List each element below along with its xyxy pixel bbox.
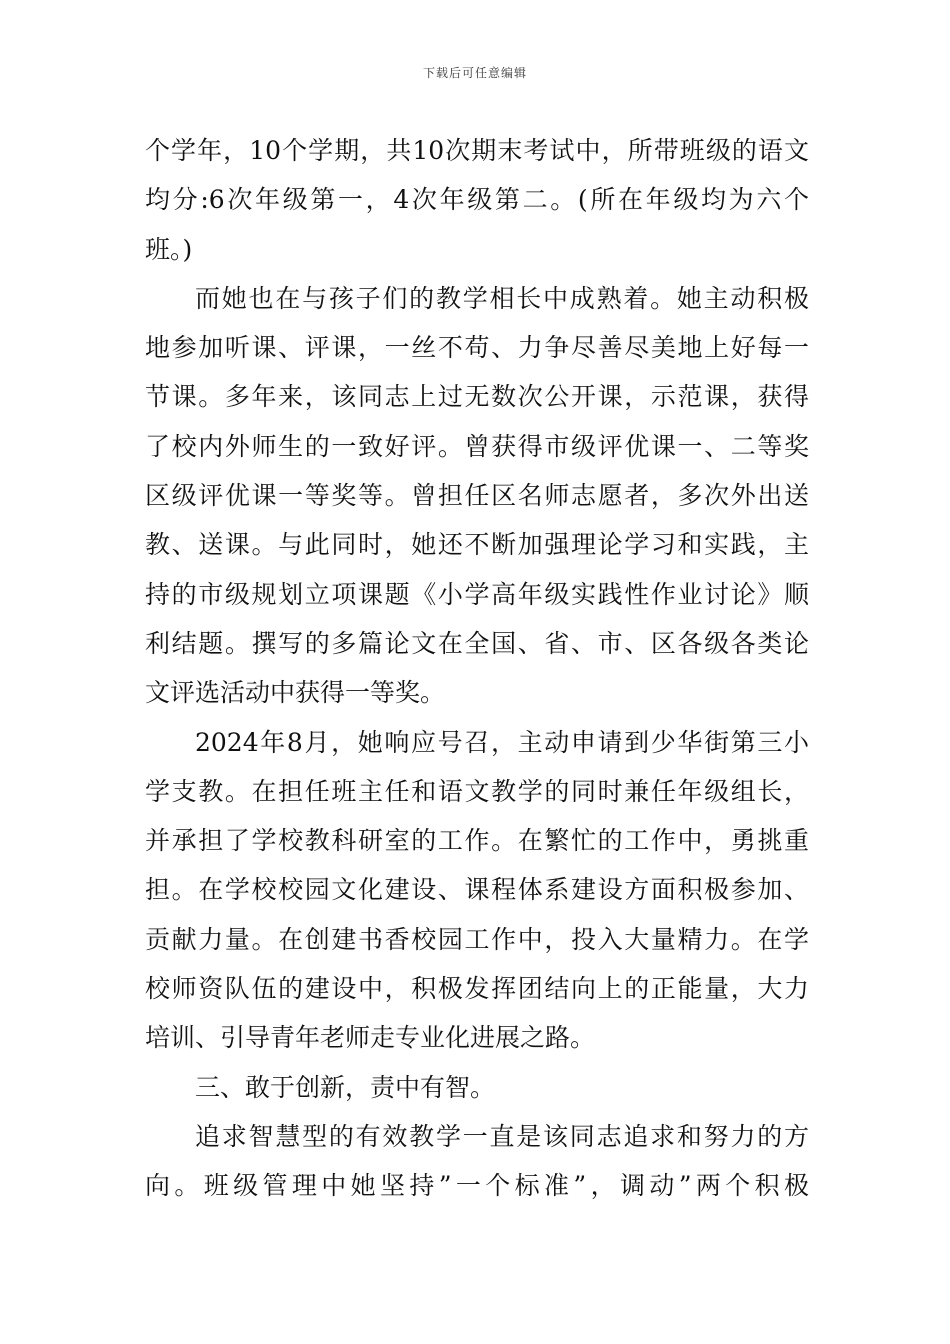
text-line: 持的市级规划立项课题《小学高年级实践性作业讨论》顺 <box>145 579 809 609</box>
text-line: 地参加听课、评课，一丝不苟、力争尽善尽美地上好每一 <box>145 333 809 363</box>
text-line: 三、敢于创新，责中有智。 <box>195 1072 496 1102</box>
text-line: 区级评优课一等奖等。曾担任区名师志愿者，多次外出送 <box>145 481 809 511</box>
text-line: 利结题。撰写的多篇论文在全国、省、市、区各级各类论 <box>145 628 809 658</box>
text-line: 贡献力量。在创建书香校园工作中，投入大量精力。在学 <box>145 924 809 954</box>
text-line: 而她也在与孩子们的教学相长中成熟着。她主动积极 <box>195 283 809 313</box>
text-line: 担。在学校校园文化建设、课程体系建设方面积极参加、 <box>145 875 809 905</box>
text-line: 2024年8月，她响应号召，主动申请到少华街第三小 <box>195 727 809 757</box>
text-line: 教、送课。与此同时，她还不断加强理论学习和实践，主 <box>145 530 809 560</box>
text-line: 文评选活动中获得一等奖。 <box>145 678 446 708</box>
text-line: 并承担了学校教科研室的工作。在繁忙的工作中，勇挑重 <box>145 826 809 856</box>
text-line: 向。班级管理中她坚持”一个标准”，调动”两个积极 <box>145 1171 809 1201</box>
text-line: 均分:6次年级第一，4次年级第二。(所在年级均为六个 <box>145 185 809 215</box>
text-line: 了校内外师生的一致好评。曾获得市级评优课一、二等奖 <box>145 431 809 461</box>
document-body <box>145 126 809 1211</box>
text-line: 学支教。在担任班主任和语文教学的同时兼任年级组长， <box>145 776 809 806</box>
text-line: 培训、引导青年老师走专业化进展之路。 <box>145 1023 596 1053</box>
text-line: 班。) <box>145 234 193 264</box>
text-line: 追求智慧型的有效教学一直是该同志追求和努力的方 <box>195 1121 809 1151</box>
page-header: 下载后可任意编辑 <box>422 66 527 80</box>
text-line: 个学年，10个学期，共10次期末考试中，所带班级的语文 <box>145 136 809 165</box>
text-line: 节课。多年来，该同志上过无数次公开课，示范课，获得 <box>145 382 809 412</box>
text-line: 校师资队伍的建设中，积极发挥团结向上的正能量，大力 <box>145 974 809 1004</box>
